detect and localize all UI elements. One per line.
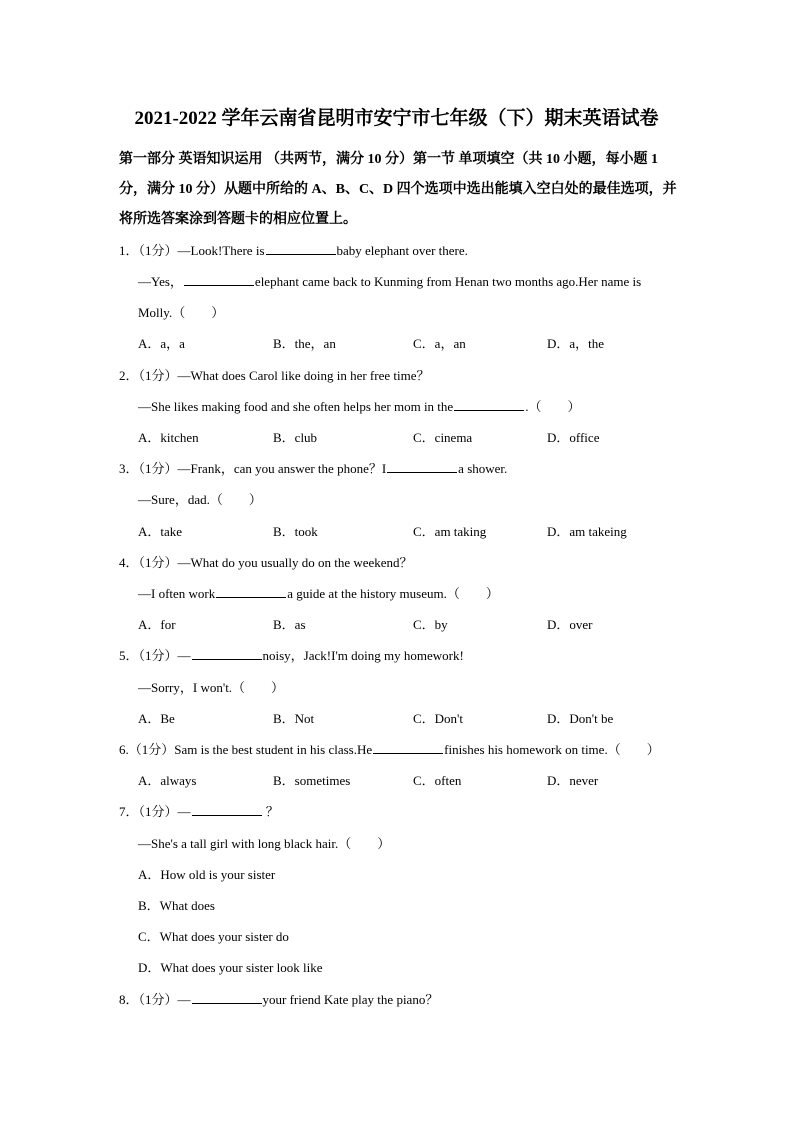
- instruction-line-3: 将所选答案涂到答题卡的相应位置上。: [119, 212, 357, 227]
- question-4-line: [119, 552, 413, 571]
- question-text: elephant came back to Kunming from Henan two months ago.Her name is: [254, 274, 642, 289]
- question-6-line: [119, 739, 660, 758]
- question-text: —Sorry，I won't.（ ）: [138, 680, 285, 695]
- question-text: ？: [262, 804, 279, 819]
- answer-option[interactable]: B．the，an: [273, 336, 336, 351]
- answer-blank[interactable]: [216, 585, 286, 598]
- answer-option[interactable]: C．Don't: [413, 711, 464, 726]
- answer-option[interactable]: B．took: [273, 524, 318, 539]
- answer-option[interactable]: B．What does: [138, 898, 215, 913]
- answer-blank[interactable]: [266, 242, 336, 255]
- answer-option[interactable]: D．Don't be: [547, 711, 614, 726]
- question-1-line: [138, 302, 224, 321]
- answer-option[interactable]: A．take: [138, 524, 183, 539]
- question-text: a guide at the history museum.（ ）: [287, 586, 499, 601]
- question-text: a shower.: [458, 461, 508, 476]
- answer-option[interactable]: D．What does your sister look like: [138, 960, 323, 975]
- answer-option[interactable]: B．club: [273, 430, 318, 445]
- question-text: your friend Kate play the piano？: [262, 992, 439, 1007]
- question-5-line: [119, 645, 464, 664]
- question-5-line: [138, 677, 284, 696]
- question-3-line: [138, 489, 262, 508]
- answer-option[interactable]: A．Be: [138, 711, 175, 726]
- question-text: —Sure，dad.（ ）: [138, 492, 262, 507]
- question-text: 8．（1分）—: [119, 992, 191, 1007]
- question-text: —She likes making food and she often helps her mom in the: [138, 399, 454, 414]
- answer-blank[interactable]: [387, 460, 457, 473]
- question-text: baby elephant over there.: [336, 243, 468, 258]
- answer-option[interactable]: D．am takeing: [547, 524, 627, 539]
- question-4-line: [138, 583, 499, 602]
- instruction-line-1: 第一部分 英语知识运用 （共两节，满分 10 分）第一节 单项填空（共 10 小题，每小题 1: [119, 152, 658, 167]
- question-text: noisy，Jack!I'm doing my homework!: [262, 648, 464, 663]
- answer-option[interactable]: A．kitchen: [138, 430, 199, 445]
- question-text: —I often work: [138, 586, 216, 601]
- question-text: 7．（1分）—: [119, 804, 191, 819]
- question-2-line: [119, 365, 429, 384]
- answer-option[interactable]: C．by: [413, 617, 448, 632]
- question-text: 5．（1分）—: [119, 648, 191, 663]
- question-text: 2．（1分）—What does Carol like doing in her free time？: [119, 368, 430, 383]
- answer-option[interactable]: D．over: [547, 617, 593, 632]
- question-text: —She's a tall girl with long black hair.（ ）: [138, 836, 391, 851]
- answer-option[interactable]: A．always: [138, 773, 197, 788]
- answer-option[interactable]: A．for: [138, 617, 176, 632]
- answer-option[interactable]: C．What does your sister do: [138, 929, 289, 944]
- answer-option[interactable]: B．as: [273, 617, 306, 632]
- question-1-line: [138, 271, 641, 290]
- instruction-line-2: 分，满分 10 分）从题中所给的 A、B、C、D 四个选项中选出能填入空白处的最佳选项，并: [119, 182, 677, 197]
- question-text: 4．（1分）—What do you usually do on the weekend？: [119, 555, 413, 570]
- answer-option[interactable]: B．sometimes: [273, 773, 351, 788]
- answer-blank[interactable]: [192, 803, 262, 816]
- question-text: —Yes，: [138, 274, 183, 289]
- answer-option[interactable]: D．a，the: [547, 336, 605, 351]
- answer-option[interactable]: A．How old is your sister: [138, 867, 276, 882]
- question-text: finishes his homework on time.（ ）: [444, 742, 660, 757]
- answer-option[interactable]: C．cinema: [413, 430, 473, 445]
- exam-title: 2021-2022 学年云南省昆明市安宁市七年级（下）期末英语试卷: [134, 108, 659, 129]
- question-7-line: [138, 833, 390, 852]
- question-7-line: [119, 801, 279, 820]
- answer-option[interactable]: D．never: [547, 773, 599, 788]
- answer-blank[interactable]: [192, 647, 262, 660]
- answer-option[interactable]: B．Not: [273, 711, 315, 726]
- answer-option[interactable]: A．a，a: [138, 336, 185, 351]
- question-text: Molly.（ ）: [138, 305, 225, 320]
- answer-option[interactable]: C．am taking: [413, 524, 487, 539]
- answer-option[interactable]: C．a，an: [413, 336, 466, 351]
- question-3-line: [119, 458, 507, 477]
- answer-option[interactable]: D．office: [547, 430, 600, 445]
- question-8-line: [119, 989, 438, 1008]
- question-text: 1．（1分）—Look!There is: [119, 243, 265, 258]
- answer-blank[interactable]: [454, 398, 524, 411]
- answer-option[interactable]: C．often: [413, 773, 462, 788]
- answer-blank[interactable]: [373, 741, 443, 754]
- question-text: 3．（1分）—Frank，can you answer the phone？I: [119, 461, 387, 476]
- answer-blank[interactable]: [184, 273, 254, 286]
- question-text: 6.（1分）Sam is the best student in his class.He: [119, 742, 373, 757]
- question-text: .（ ）: [525, 399, 581, 414]
- question-1-line: [119, 240, 468, 259]
- question-2-line: [138, 396, 580, 415]
- answer-blank[interactable]: [192, 991, 262, 1004]
